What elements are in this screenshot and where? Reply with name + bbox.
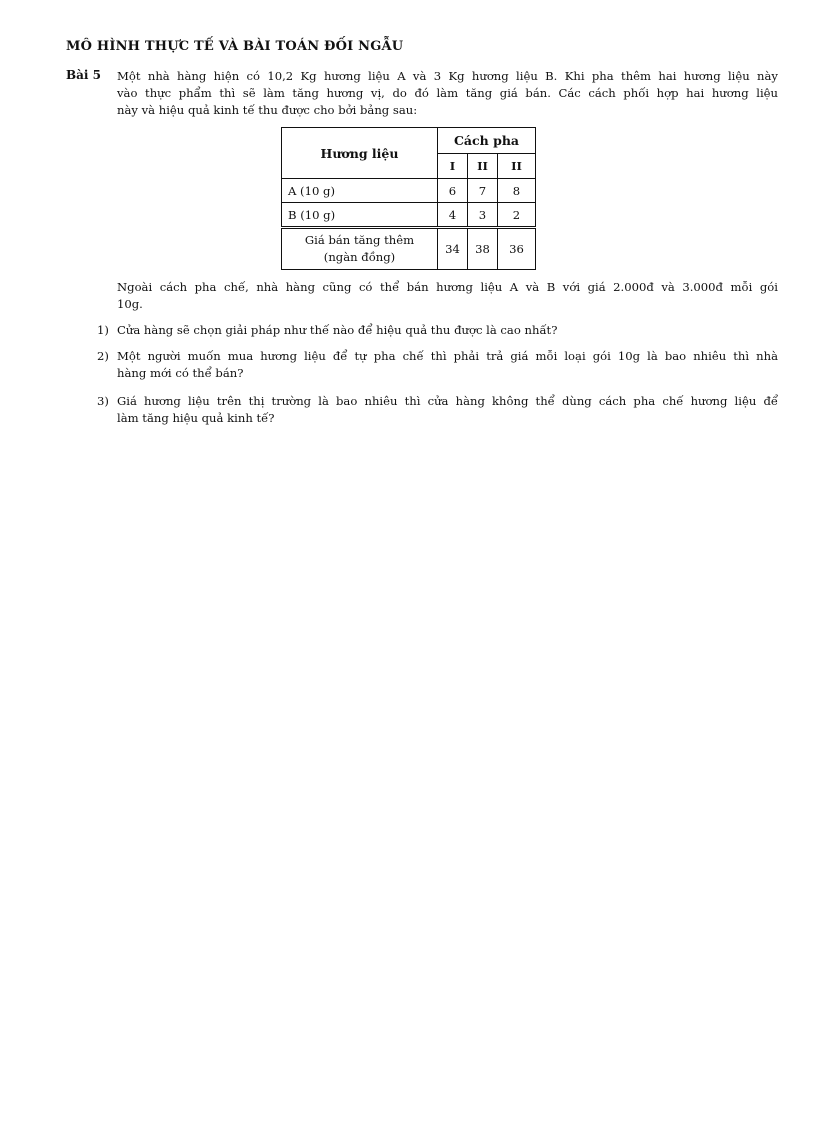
question-number: 1) xyxy=(97,323,109,337)
table-price-label xyxy=(282,228,438,270)
table-row-label: B (10 g) xyxy=(282,203,438,228)
table-cell: 38 xyxy=(468,228,498,270)
question-text xyxy=(117,348,778,382)
table-cell: 8 xyxy=(498,179,536,203)
question-line: Cửa hàng sẽ chọn giải pháp như thế nào để hiệu quả thu được là cao nhất? xyxy=(117,323,558,337)
table-row xyxy=(282,203,536,228)
intro-line: vào thực phẩm thì sẽ làm tăng hương vị, do đó làm tăng giá bán. Các cách phối hợp hai hương liệu xyxy=(117,86,778,100)
after-table-paragraph xyxy=(117,279,778,313)
problem-intro xyxy=(117,68,778,119)
recipe-table xyxy=(281,127,536,270)
price-label-line: Giá bán tăng thêm xyxy=(304,233,415,247)
paragraph-line: 10g. xyxy=(117,297,143,311)
table-column-header: I xyxy=(438,153,468,179)
question-line: Giá hương liệu trên thị trường là bao nhiêu thì cửa hàng không thể dùng cách pha chế hương liệu để xyxy=(117,394,778,408)
question-number: 3) xyxy=(97,394,109,408)
table-cell: 3 xyxy=(468,203,498,228)
table-cell: 6 xyxy=(438,179,468,203)
question-line: Một người muốn mua hương liệu để tự pha chế thì phải trả giá mỗi loại gói 10g là bao nhiêu thì nhà xyxy=(117,349,778,363)
table-cell: 34 xyxy=(438,228,468,270)
table-cell: 2 xyxy=(498,203,536,228)
intro-line: này và hiệu quả kinh tế thu được cho bởi bảng sau: xyxy=(117,103,418,117)
table-cell: 36 xyxy=(498,228,536,270)
question-text xyxy=(117,322,778,339)
table-cell: 7 xyxy=(468,179,498,203)
table-column-header: II xyxy=(468,153,498,179)
price-label-line: (ngàn đồng) xyxy=(323,250,396,264)
table-cell: 4 xyxy=(438,203,468,228)
question-number: 2) xyxy=(97,349,109,363)
table-header-row xyxy=(282,128,536,154)
question-line: làm tăng hiệu quả kinh tế? xyxy=(117,411,275,425)
table-header-huong-lieu: Hương liệu xyxy=(282,128,438,179)
problem-label: Bài 5 xyxy=(66,68,102,82)
table-price-row xyxy=(282,228,536,270)
section-title: MÔ HÌNH THỰC TẾ VÀ BÀI TOÁN ĐỐI NGẪU xyxy=(66,39,404,54)
table-row xyxy=(282,179,536,203)
table-header-cach-pha: Cách pha xyxy=(438,128,536,154)
intro-line: Một nhà hàng hiện có 10,2 Kg hương liệu A và 3 Kg hương liệu B. Khi pha thêm hai hương liệu này xyxy=(117,69,778,83)
table-row-label: A (10 g) xyxy=(282,179,438,203)
question-line: hàng mới có thể bán? xyxy=(117,366,244,380)
paragraph-line: Ngoài cách pha chế, nhà hàng cũng có thể bán hương liệu A và B với giá 2.000đ và 3.000đ mỗi gói xyxy=(117,280,778,294)
question-text xyxy=(117,393,778,427)
table-column-header: II xyxy=(498,153,536,179)
